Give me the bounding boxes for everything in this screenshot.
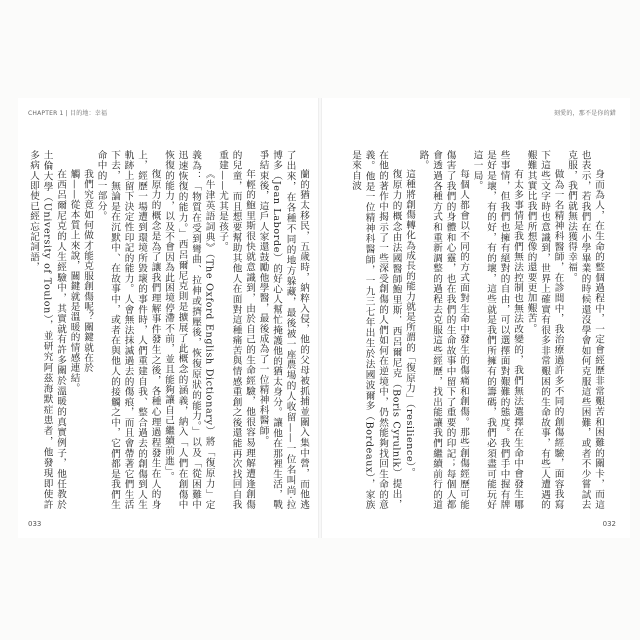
paragraph: 每個人都會以不同的方式面對生命中發生的傷痛和創傷。那些創傷經歷可能傷害了我們的身體和心靈，也在我們的生命故事中留下了重要的印記；每個人都會透過各種方式和重新調整的過程去克服這些經歷，找出能讓我們繼續前行的道路。 bbox=[417, 150, 469, 510]
paragraph: 復原力的概念由法國醫師鮑里斯．西呂爾尼克（Boris Cyrulnik）提出，在他的著作中揭示了一些深受創傷的人們如何在逆境中，仍然能夠找回生命的意義。他是一位精神科醫師，一九三七年出生於法國波爾多（Bordeaux），家族是來自波 bbox=[350, 150, 402, 510]
paragraph: 蘭的猶太移民，五歲時，納粹入侵，他的父母被抓捕並關入集中營，而他逃了出來，在各種不同的地方躲藏，最後被一座農場的人收留——一位名叫尚‧拉博多（Jean Laborde）的好心人幫忙掩護他的猶太身分。讓他在那裡生活，戰爭結束後，這戶人家還鼓勵他學醫，最後成為了一位精神科醫師。 bbox=[257, 150, 309, 510]
paragraph: 復原力的概念是為了讓我們理解事件發生之後，各種心理過程發生在人的身上，經歷一場遭到環境所毀壞的事件時，人們重建自我、整合過去的創傷到人生軌跡上留下決定性印記的能力。人會無法抹滅過去的傷痕，而且會帶著它們生活下去，無論是在沉默中、在故事中，或者在與他人的接觸之中，它們都是我們生命中的一部分。 bbox=[95, 150, 161, 510]
paragraph: 有太多事情是我們無法控制也無法改變的，我們無法選擇在生命中會發生哪些事情，但我們也擁有絕對的自由，可以選擇面對艱難的態度。我們手中握有牌是好是壞，有的好，有的壞，這些就是我們所擁有的籌碼，我們必須盡可能玩好這一局。 bbox=[471, 150, 523, 510]
right-page-body bbox=[335, 150, 605, 510]
page-number-left: 033 bbox=[28, 520, 42, 528]
left-page bbox=[18, 98, 325, 538]
paragraph: 這種將創傷轉化為成長的能力就是所謂的「復原力」（resilience）。 bbox=[404, 169, 415, 479]
paragraph: 年輕的鮑里斯很快就意識到，由於自己的生命經驗，他很容易理解遭逢創傷的兒童，而且想要幫助其他人在面對這種痛苦與情感重創之後還能再次找回自我重建——尤其是孩子。 bbox=[217, 150, 255, 510]
paragraph: 身而為人，在生命的整個過程中，一定會經歷非常艱苦和困難的關卡，而這也表示，若我們在小學畢業的時候還沒學會如何克服這些困難，或者不少嘗試去克服，我們就無法獲得幸福。 bbox=[566, 150, 604, 510]
page-number-right: 032 bbox=[602, 520, 616, 528]
paragraph: 《牛津英語詞典》（The Oxford English Dictionary）將「復原力」定義為：「物質在受到彎曲、拉伸或擠壓後，恢復原狀的能力。」以及「從困難中迅速恢復的能力。」西呂爾尼克則是擴展了此概念的涵義，納入「人們在創傷中恢復的能力，以及不會因為此困境停滯不前，並且能夠讓自己繼續前進」。 bbox=[163, 150, 215, 510]
left-page-body bbox=[28, 150, 310, 510]
paragraph: 觸——從本質上來說，關鍵就是溫暖的情感連結。 bbox=[68, 169, 80, 394]
paragraph: 做為一名精神科醫師，在診間中，我治療過許多不同的創傷經驗，面容我寫下這些文字時也意識到，世界上確實有很多非常艱困的生命故事，有些人遭遇的艱難其實比我們所想像的還要更加艱苦。 bbox=[525, 150, 564, 510]
paragraph: 我們究竟如何做才能克服創傷呢？關鍵就在於 bbox=[82, 169, 93, 374]
running-head-left: CHAPTER 1 | 目的地：幸福 bbox=[28, 110, 108, 117]
running-head-right: 刻愛的，那不是你的錯 bbox=[553, 110, 616, 117]
book-gutter bbox=[318, 98, 322, 538]
paragraph: 在西呂爾尼克的人生經驗中，其實就有許多關於溫暖的真實例子，他任教於土倫大學（University of Toulon），並研究阿茲海默症患者，他發現即使許多病人即使已經忘記詞語， bbox=[28, 150, 66, 510]
right-page bbox=[323, 98, 630, 538]
